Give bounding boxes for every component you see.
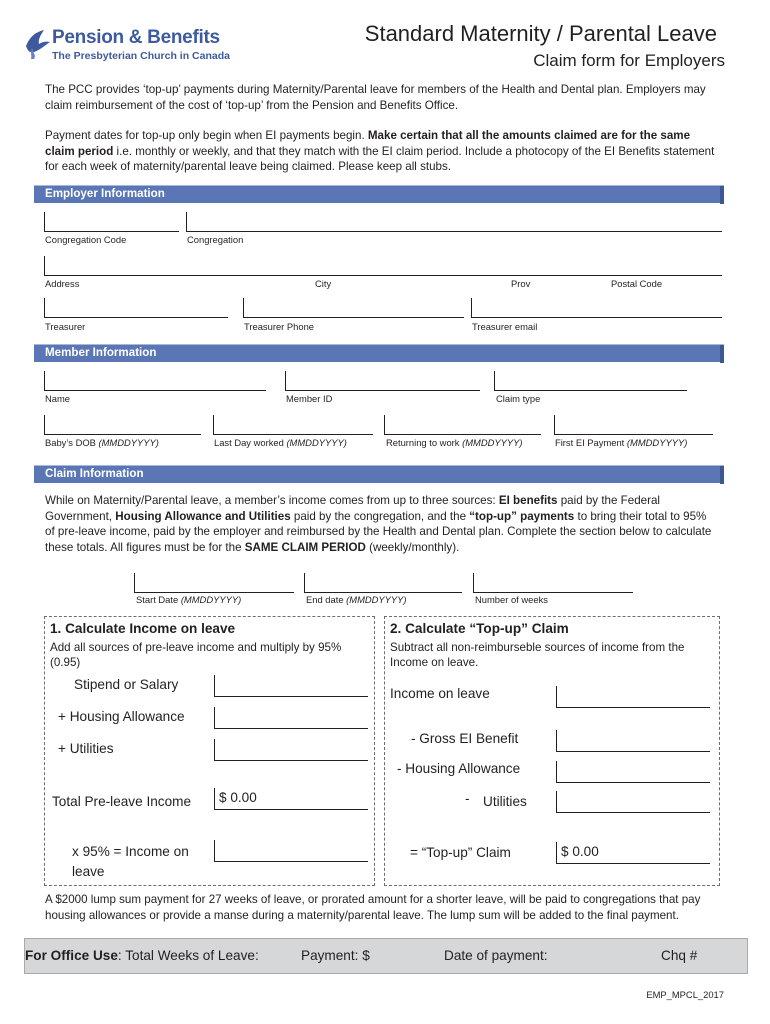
end-date-field[interactable]: [304, 573, 462, 593]
housing-allowance-input[interactable]: [214, 707, 368, 729]
congregation-field[interactable]: [186, 212, 722, 232]
payment-label: Payment: $: [301, 948, 370, 963]
postal-code-label: Postal Code: [611, 278, 663, 289]
office-use-label: For Office Use: Total Weeks of Leave:: [25, 948, 259, 963]
housing-allowance-label: + Housing Allowance: [58, 709, 185, 724]
number-of-weeks-field[interactable]: [473, 573, 633, 593]
topup-utilities-input[interactable]: [556, 791, 710, 813]
utilities-label: + Utilities: [58, 741, 114, 756]
calculate-topup-heading: 2. Calculate “Top-up” Claim: [390, 621, 569, 636]
page-subtitle: Claim form for Employers: [533, 51, 725, 70]
topup-income-on-leave-label: Income on leave: [390, 686, 490, 701]
topup-utilities-dash: -: [465, 791, 470, 806]
income-on-leave-calc-label: x 95% = Income on leave: [72, 844, 189, 879]
stipend-input[interactable]: [214, 675, 368, 697]
form-code: EMP_MPCL_2017: [646, 989, 724, 1000]
last-day-worked-field[interactable]: [213, 415, 373, 435]
topup-income-on-leave-input[interactable]: [556, 686, 710, 708]
intro-paragraph-2: Payment dates for top-up only begin when EI payments begin. Make certain that all the amounts claimed are for the same claim period i.e. monthly or weekly, and that they match with the EI claim period. Include a photocopy of the EI Benefits statement for each week of maternity/parental leave being claimed. Please keep all stubs.: [45, 129, 715, 174]
gross-ei-benefit-label: - Gross EI Benefit: [411, 731, 519, 746]
member-id-field[interactable]: [285, 371, 480, 391]
utilities-input[interactable]: [214, 739, 368, 761]
date-of-payment-label: Date of payment:: [444, 948, 548, 963]
treasurer-phone-label: Treasurer Phone: [244, 321, 315, 332]
congregation-label: Congregation: [187, 234, 244, 245]
baby-dob-field[interactable]: [44, 415, 201, 435]
gross-ei-benefit-input[interactable]: [556, 730, 710, 752]
claim-paragraph: While on Maternity/Parental leave, a member’s income comes from up to three sources: EI benefits paid by the Federal Government, Housing Allowance and Utilities paid by the congregation, and the “top-up” payments to bring their total to 95% of pre-leave income, paid by the employer and reimbursed by the Health and Dental plan. Complete the section below to calculate these totals. All figures must be for the SAME CLAIM PERIOD (weekly/monthly).: [45, 494, 712, 554]
total-pre-leave-income-value[interactable]: $ 0.00: [214, 788, 368, 810]
start-date-field[interactable]: [134, 573, 294, 593]
claim-type-field[interactable]: [494, 371, 687, 391]
prov-label: Prov: [511, 278, 531, 289]
stipend-label: Stipend or Salary: [74, 677, 179, 692]
calculate-income-heading: 1. Calculate Income on leave: [50, 621, 236, 636]
treasurer-email-label: Treasurer email: [472, 321, 538, 332]
office-use-box: [24, 938, 748, 974]
name-label: Name: [45, 393, 71, 404]
last-day-worked-label: Last Day worked (MMDDYYYY): [214, 437, 347, 448]
topup-housing-allowance-input[interactable]: [556, 761, 710, 783]
employer-section-header: Employer Information: [34, 185, 724, 203]
calculate-topup-description: Subtract all non-reimburseble sources of income from the Income on leave.: [390, 641, 685, 669]
congregation-code-label: Congregation Code: [45, 234, 127, 245]
number-of-weeks-label: Number of weeks: [475, 594, 548, 605]
address-label: Address: [45, 278, 80, 289]
start-date-label: Start Date (MMDDYYYY): [136, 594, 242, 605]
address-field[interactable]: [44, 256, 722, 276]
end-date-label: End date (MMDDYYYY): [306, 594, 407, 605]
topup-housing-allowance-label: - Housing Allowance: [397, 761, 521, 776]
treasurer-field[interactable]: [44, 298, 228, 318]
page-title: Standard Maternity / Parental Leave: [364, 21, 717, 46]
calculate-income-description: Add all sources of pre-leave income and multiply by 95% (0.95): [50, 641, 342, 669]
member-section-header: Member Information: [34, 344, 724, 362]
topup-utilities-label: Utilities: [483, 794, 527, 809]
treasurer-email-field[interactable]: [471, 298, 722, 318]
member-id-label: Member ID: [286, 393, 333, 404]
lump-sum-note: A $2000 lump sum payment for 27 weeks of leave, or prorated amount for a shorter leave, will be paid to congregations that pay housing allowances or provide a manse during a maternity/parental leave. The lump sum will be added to the final payment.: [45, 893, 701, 922]
claim-section-header: Claim Information: [34, 465, 724, 483]
dove-emblem-icon: [22, 28, 52, 60]
logo-subtitle: The Presbyterian Church in Canada: [52, 50, 230, 62]
city-label: City: [315, 278, 332, 289]
baby-dob-label: Baby’s DOB (MMDDYYYY): [45, 437, 159, 448]
returning-to-work-field[interactable]: [384, 415, 541, 435]
logo-title: Pension & Benefits: [52, 27, 220, 48]
logo: [22, 25, 232, 65]
first-ei-payment-label: First EI Payment (MMDDYYYY): [555, 437, 688, 448]
topup-claim-value[interactable]: $ 0.00: [556, 842, 710, 864]
total-pre-leave-income-label: Total Pre-leave Income: [52, 794, 192, 809]
claim-type-label: Claim type: [496, 393, 541, 404]
treasurer-phone-field[interactable]: [243, 298, 464, 318]
returning-to-work-label: Returning to work (MMDDYYYY): [386, 437, 523, 448]
congregation-code-field[interactable]: [44, 212, 179, 232]
topup-claim-label: = “Top-up” Claim: [410, 845, 511, 860]
cheque-number-label: Chq #: [661, 948, 698, 963]
income-on-leave-calc-input[interactable]: [214, 840, 368, 862]
intro-paragraph-1: The PCC provides ‘top-up’ payments during Maternity/Parental leave for members of the Health and Dental plan. Employers may claim reimbursement of the cost of ‘top-up’ from the Pension and Benefits Office.: [45, 83, 706, 112]
first-ei-payment-field[interactable]: [554, 415, 713, 435]
name-field[interactable]: [44, 371, 266, 391]
treasurer-label: Treasurer: [45, 321, 86, 332]
